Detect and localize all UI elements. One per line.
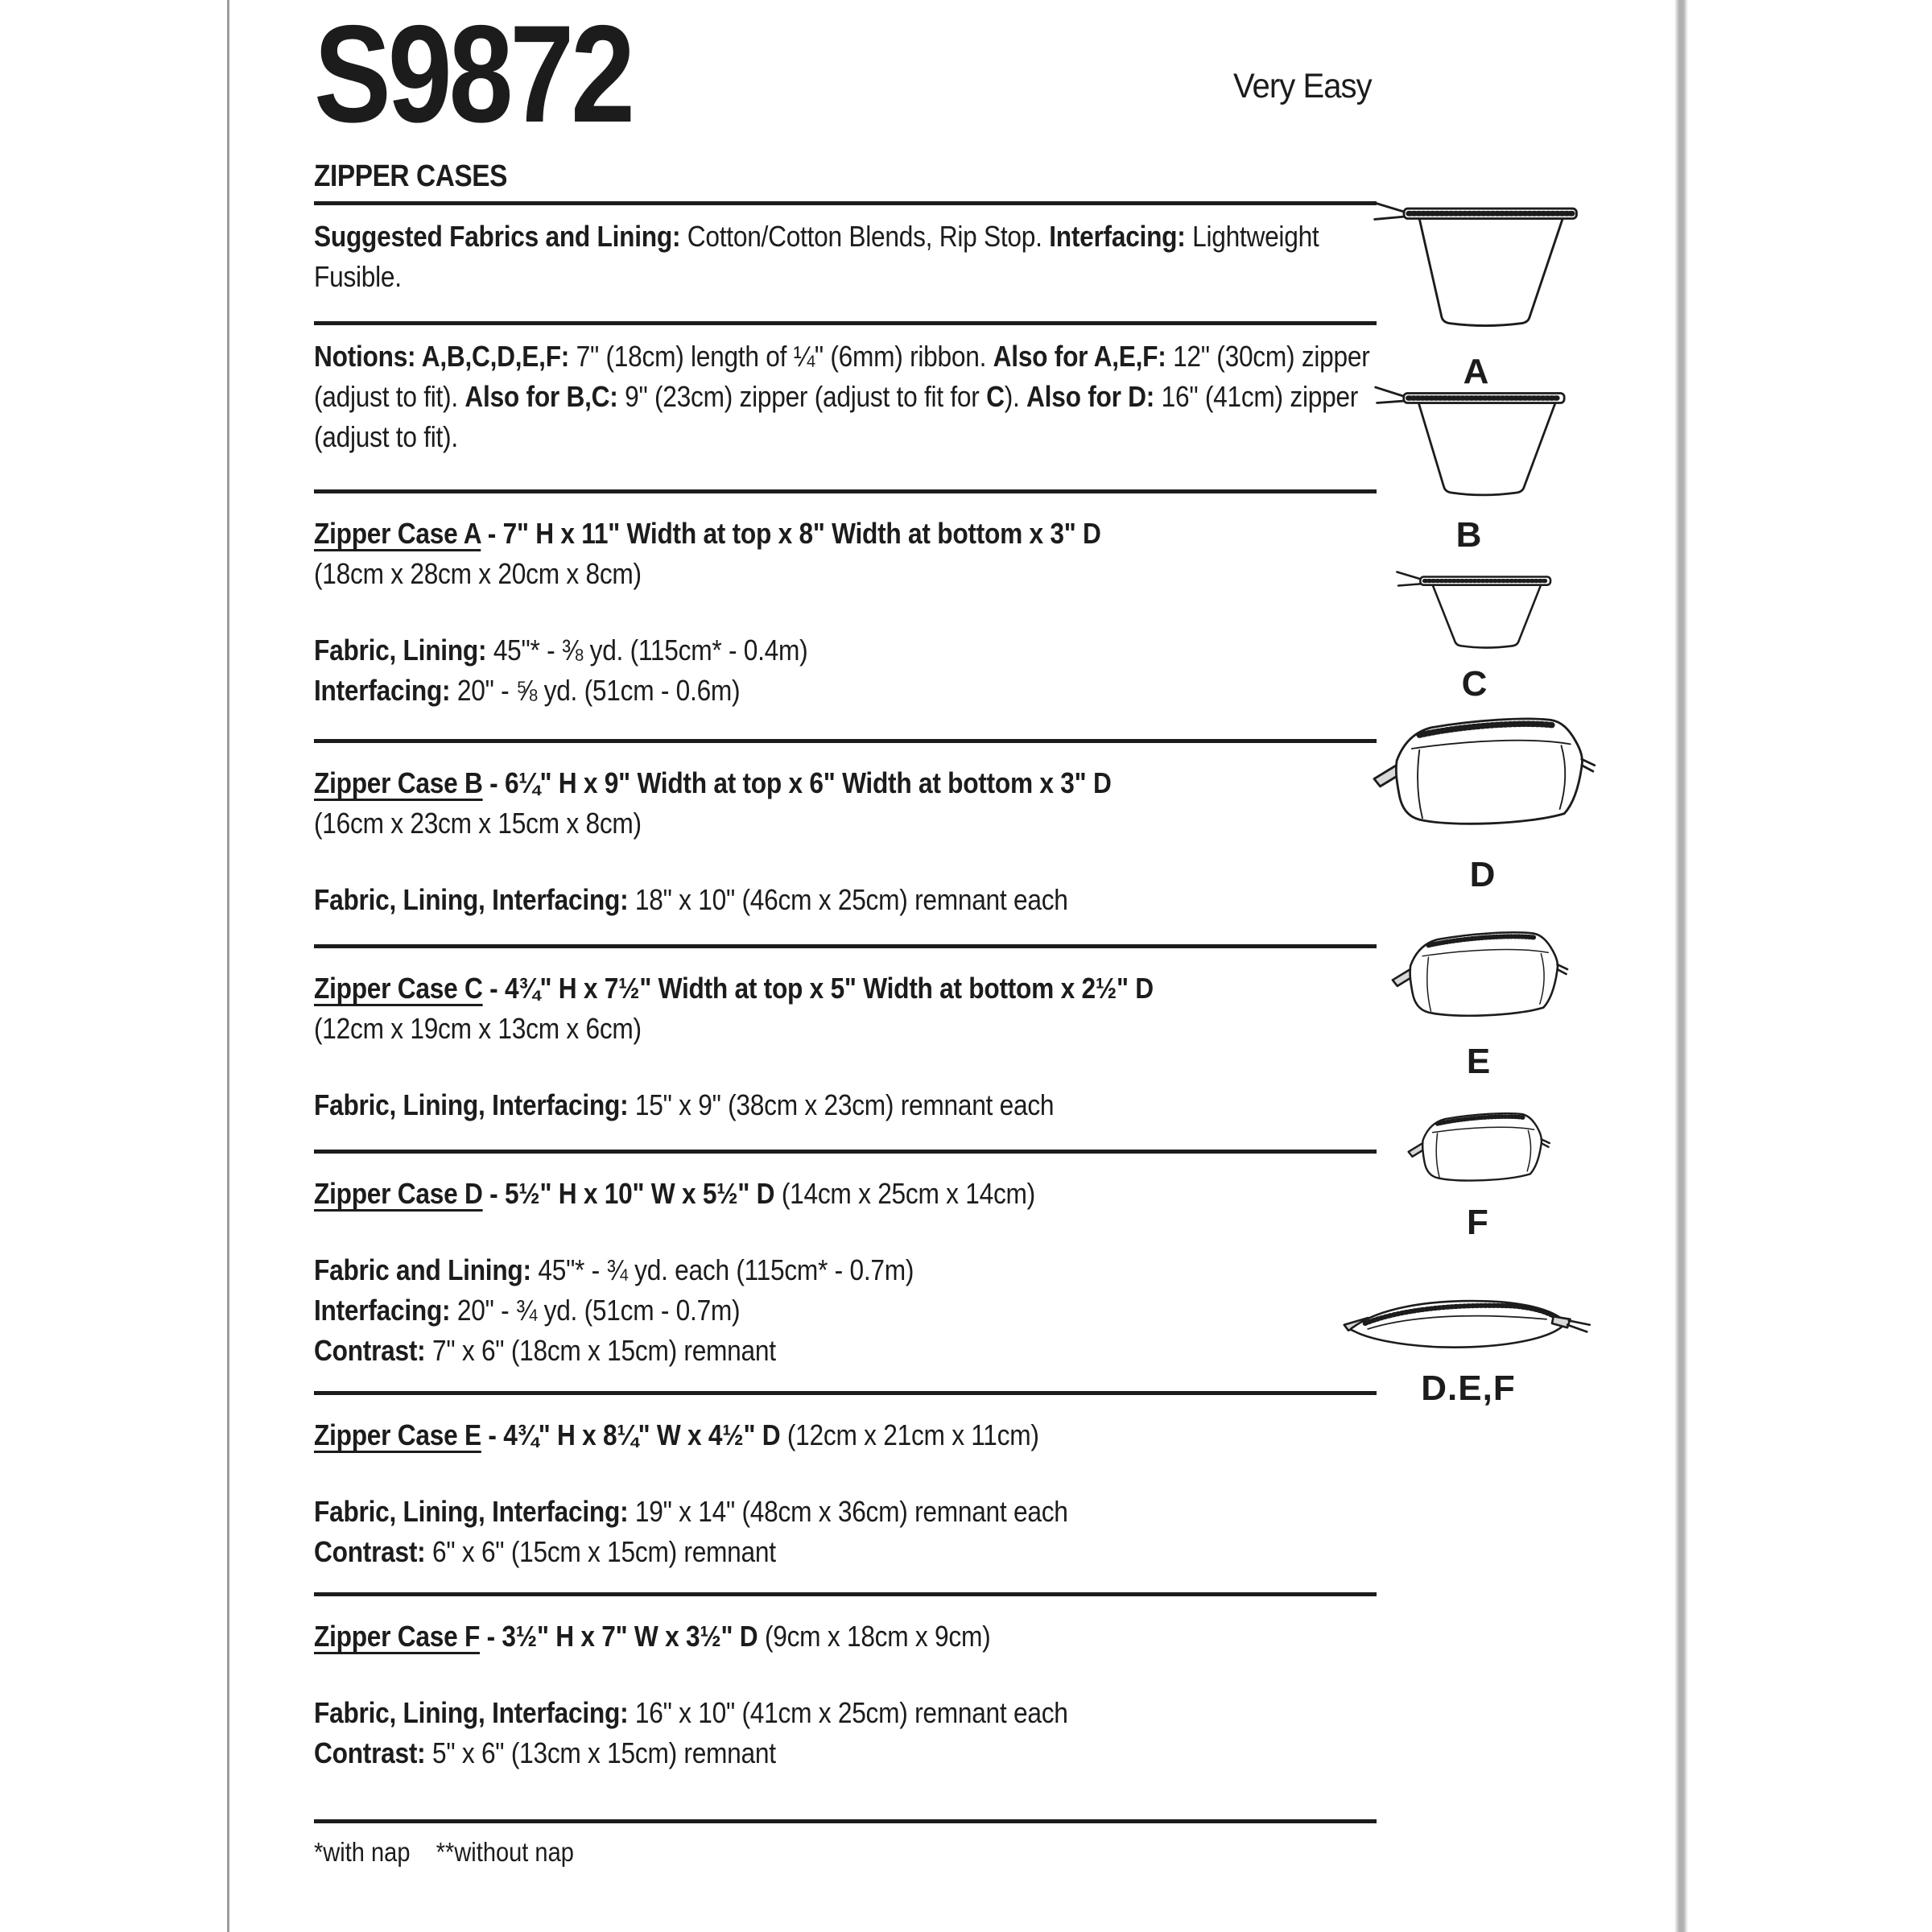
yardage-line: Contrast: 7" x 6" (18cm x 15cm) remnant bbox=[314, 1334, 776, 1367]
nap-footnote: *with nap **without nap bbox=[314, 1837, 574, 1867]
yardage-lines-f bbox=[314, 1693, 1377, 1773]
section-zipper-case-b bbox=[314, 763, 1377, 920]
page-edge-line bbox=[227, 0, 229, 1932]
section-heading-c: Zipper Case C - 4¾" H x 7½" Width at top x 5" Width at bottom x 2½" D bbox=[314, 972, 1154, 1005]
section-heading-a: Zipper Case A - 7" H x 11" Width at top x 8" Width at bottom x 3" D bbox=[314, 517, 1101, 550]
section-zipper-case-e bbox=[314, 1415, 1377, 1572]
zipper-case-b-illustration bbox=[1373, 378, 1566, 509]
yardage-lines-d bbox=[314, 1250, 1377, 1371]
section-zipper-case-a bbox=[314, 514, 1377, 711]
figure-view-def-flat bbox=[1343, 1282, 1594, 1409]
fabrics-paragraph: Suggested Fabrics and Lining: Cotton/Cotton Blends, Rip Stop. Interfacing: Lightweight Fusible. bbox=[314, 220, 1319, 293]
zipper-case-a-illustration bbox=[1368, 192, 1584, 345]
section-heading-f: Zipper Case F - 3½" H x 7" W x 3½" D (9cm x 18cm x 9cm) bbox=[314, 1620, 991, 1653]
zipper-pull-icon bbox=[1582, 759, 1595, 771]
divider bbox=[314, 321, 1377, 325]
section-heading-e: Zipper Case E - 4¾" H x 8¼" W x 4½" D (12cm x 21cm x 11cm) bbox=[314, 1418, 1039, 1451]
section-zipper-case-c bbox=[314, 968, 1377, 1125]
yardage-lines-a bbox=[314, 630, 1377, 711]
figure-label-c: C bbox=[1461, 663, 1488, 704]
figure-label-a: A bbox=[1463, 352, 1490, 392]
section-zipper-case-d bbox=[314, 1174, 1377, 1371]
divider bbox=[314, 1150, 1377, 1154]
yardage-line: Fabric, Lining: 45"* - ⅜ yd. (115cm* - 0.4m) bbox=[314, 634, 808, 667]
divider bbox=[314, 739, 1377, 743]
yardage-line: Fabric, Lining, Interfacing: 16" x 10" (41cm x 25cm) remnant each bbox=[314, 1696, 1068, 1729]
zipper-case-e-illustration bbox=[1383, 927, 1575, 1035]
notions-paragraph: Notions: A,B,C,D,E,F: 7" (18cm) length of ¼" (6mm) ribbon. Also for A,E,F: 12" (30cm) zipper (adjust to fit). Also for B,C: 9" (23cm) zipper (adjust to fit for C). Also for D: 16" (41cm) zipper (adjust to fit). bbox=[314, 340, 1370, 453]
yardage-line: Contrast: 5" x 6" (13cm x 15cm) remnant bbox=[314, 1736, 776, 1769]
pattern-number: S9872 bbox=[314, 0, 632, 151]
zipper-case-f-illustration bbox=[1401, 1109, 1555, 1196]
yardage-line: Fabric, Lining, Interfacing: 15" x 9" (38cm x 23cm) remnant each bbox=[314, 1088, 1055, 1121]
figure-view-e bbox=[1383, 927, 1575, 1082]
zipper-pull-icon bbox=[1567, 1321, 1590, 1332]
yardage-lines-b bbox=[314, 880, 1377, 920]
info-column bbox=[314, 0, 1377, 1870]
zipper-pull-icon bbox=[1542, 1139, 1550, 1147]
figure-view-a bbox=[1368, 192, 1584, 392]
section-heading-b: Zipper Case B - 6¼" H x 9" Width at top x 6" Width at bottom x 3" D bbox=[314, 766, 1112, 799]
yardage-line: Fabric, Lining, Interfacing: 19" x 14" (48cm x 36cm) remnant each bbox=[314, 1495, 1068, 1528]
divider bbox=[314, 1391, 1377, 1395]
yardage-lines-c bbox=[314, 1085, 1377, 1125]
divider bbox=[314, 489, 1377, 493]
yardage-line: Fabric and Lining: 45"* - ¾ yd. each (115cm* - 0.7m) bbox=[314, 1253, 914, 1286]
yardage-lines-e bbox=[314, 1492, 1377, 1572]
page-edge-bar bbox=[1674, 0, 1688, 1932]
figure-view-d bbox=[1362, 712, 1604, 895]
divider bbox=[314, 944, 1377, 948]
section-dimensions-metric-c: (12cm x 19cm x 13cm x 6cm) bbox=[314, 1012, 642, 1045]
figure-label-b: B bbox=[1455, 514, 1483, 555]
section-zipper-case-f bbox=[314, 1616, 1377, 1773]
figure-label-d: D bbox=[1469, 854, 1496, 894]
section-dimensions-metric-a: (18cm x 28cm x 20cm x 8cm) bbox=[314, 557, 642, 590]
section-heading-d: Zipper Case D - 5½" H x 10" W x 5½" D (14cm x 25cm x 14cm) bbox=[314, 1177, 1035, 1210]
zipper-pull-icon bbox=[1557, 964, 1567, 974]
figure-label-def: D.E,F bbox=[1421, 1368, 1516, 1408]
yardage-line: Contrast: 6" x 6" (15cm x 15cm) remnant bbox=[314, 1535, 776, 1568]
figure-label-e: E bbox=[1466, 1041, 1492, 1081]
yardage-line: Interfacing: 20" - ¾ yd. (51cm - 0.7m) bbox=[314, 1294, 741, 1327]
figure-view-b bbox=[1373, 378, 1566, 555]
divider bbox=[314, 201, 1377, 205]
figure-view-f bbox=[1401, 1109, 1555, 1243]
yardage-line: Fabric, Lining, Interfacing: 18" x 10" (46cm x 25cm) remnant each bbox=[314, 883, 1068, 916]
figure-label-f: F bbox=[1467, 1203, 1489, 1242]
zipper-case-def-flat-illustration bbox=[1343, 1282, 1594, 1362]
divider bbox=[314, 1592, 1377, 1596]
section-dimensions-metric-b: (16cm x 23cm x 15cm x 8cm) bbox=[314, 807, 642, 840]
difficulty-label: Very Easy bbox=[1233, 67, 1372, 105]
zipper-case-c-illustration bbox=[1394, 565, 1555, 658]
zipper-case-d-illustration bbox=[1362, 712, 1604, 848]
divider bbox=[314, 1819, 1377, 1823]
figure-view-c bbox=[1394, 565, 1555, 704]
category-title: ZIPPER CASES bbox=[314, 159, 508, 193]
yardage-line: Interfacing: 20" - ⅝ yd. (51cm - 0.6m) bbox=[314, 674, 741, 707]
